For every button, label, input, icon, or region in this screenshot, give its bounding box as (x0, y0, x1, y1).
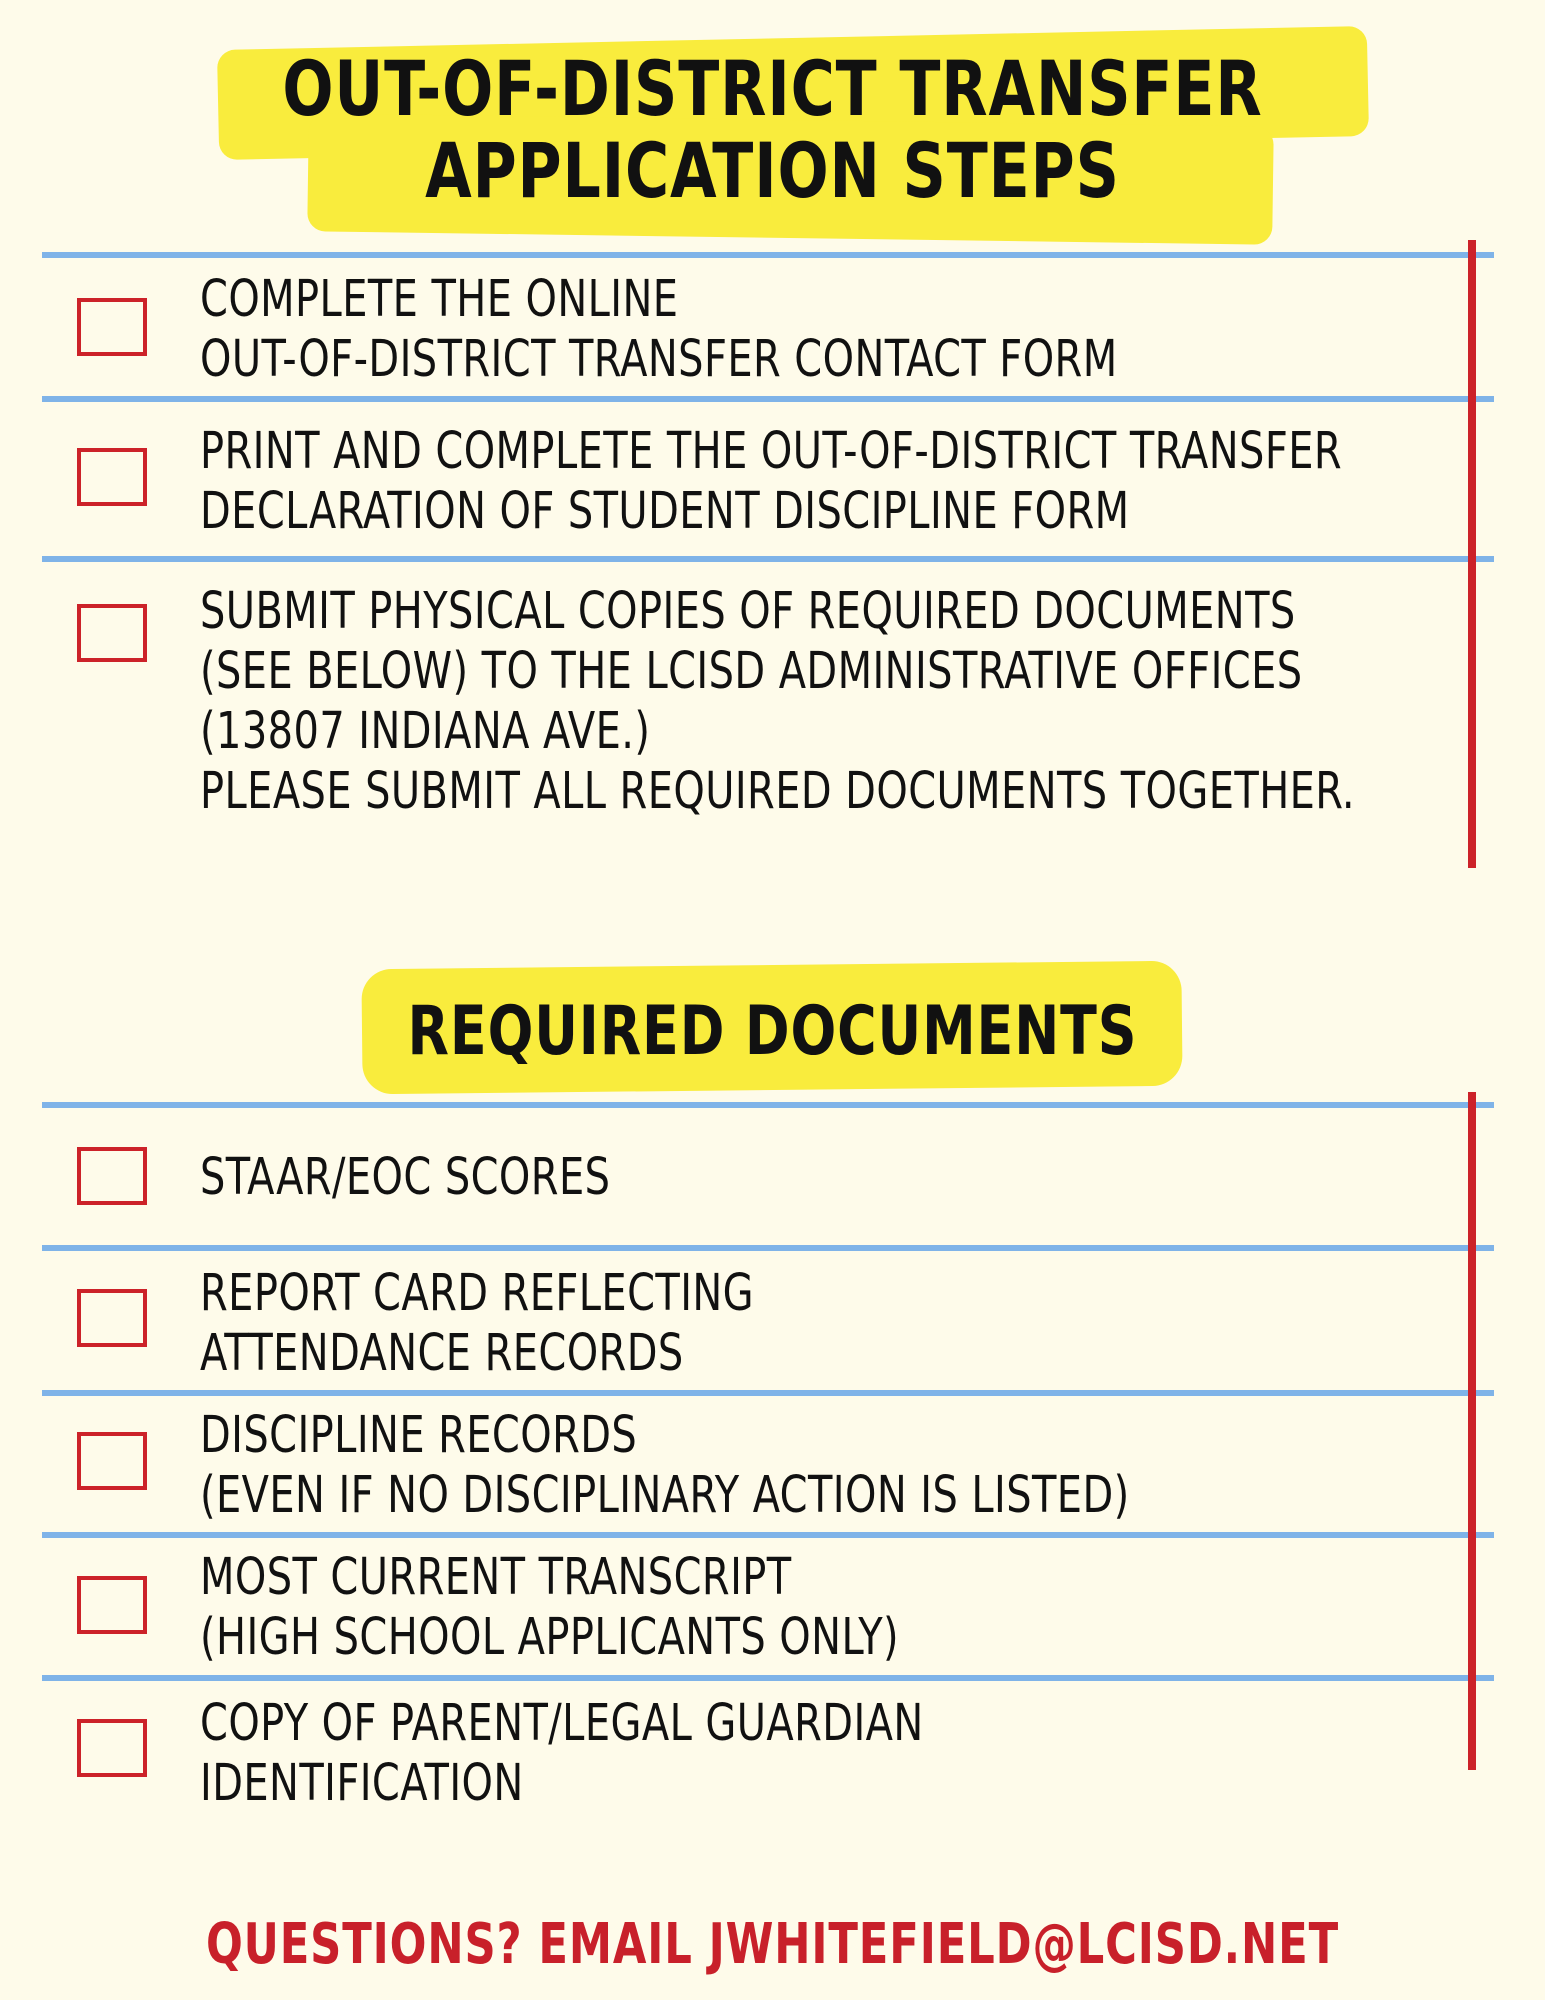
step-1-checkbox[interactable] (77, 298, 147, 356)
rule-line (42, 1675, 1494, 1681)
margin-line (1468, 240, 1476, 868)
document-4-checkbox[interactable] (77, 1576, 147, 1634)
document-1-text: STAAR/EOC SCORES (200, 1148, 611, 1207)
document-5-text: COPY OF PARENT/LEGAL GUARDIAN IDENTIFICATION (200, 1694, 924, 1813)
page-title (93, 44, 1453, 216)
rule-line (42, 1390, 1494, 1396)
documents-title: REQUIRED DOCUMENTS (407, 992, 1138, 1071)
document-3-checkbox[interactable] (77, 1432, 147, 1490)
document-4-text: MOST CURRENT TRANSCRIPT (HIGH SCHOOL APPLICANTS ONLY) (200, 1548, 900, 1667)
document-3-text: DISCIPLINE RECORDS (EVEN IF NO DISCIPLINARY ACTION IS LISTED) (200, 1406, 1130, 1525)
rule-line (42, 252, 1494, 258)
page-title-line-2: APPLICATION STEPS (425, 126, 1120, 216)
step-2-checkbox[interactable] (77, 448, 147, 506)
document-1-checkbox[interactable] (77, 1147, 147, 1205)
step-1-text: COMPLETE THE ONLINE OUT-OF-DISTRICT TRANSFER CONTACT FORM (200, 270, 1118, 389)
step-3-text: SUBMIT PHYSICAL COPIES OF REQUIRED DOCUMENTS (SEE BELOW) TO THE LCISD ADMINISTRATIVE OFFICES (13807 INDIANA AVE.) PLEASE SUBMIT ALL REQUIRED DOCUMENTS TOGETHER. (200, 582, 1356, 821)
contact-email-text: QUESTIONS? EMAIL JWHITEFIELD@LCISD.NET (205, 1912, 1339, 1977)
document-2-checkbox[interactable] (77, 1289, 147, 1347)
rule-line (42, 1102, 1494, 1108)
document-5-checkbox[interactable] (77, 1719, 147, 1777)
rule-line (42, 1532, 1494, 1538)
rule-line (42, 1245, 1494, 1251)
step-2-text: PRINT AND COMPLETE THE OUT-OF-DISTRICT TRANSFER DECLARATION OF STUDENT DISCIPLINE FORM (200, 422, 1343, 541)
step-3-checkbox[interactable] (77, 604, 147, 662)
rule-line (42, 396, 1494, 402)
page-title-line-1: OUT-OF-DISTRICT TRANSFER (282, 44, 1263, 133)
document-2-text: REPORT CARD REFLECTING ATTENDANCE RECORDS (200, 1264, 755, 1383)
margin-line (1468, 1092, 1476, 1770)
rule-line (42, 556, 1494, 562)
